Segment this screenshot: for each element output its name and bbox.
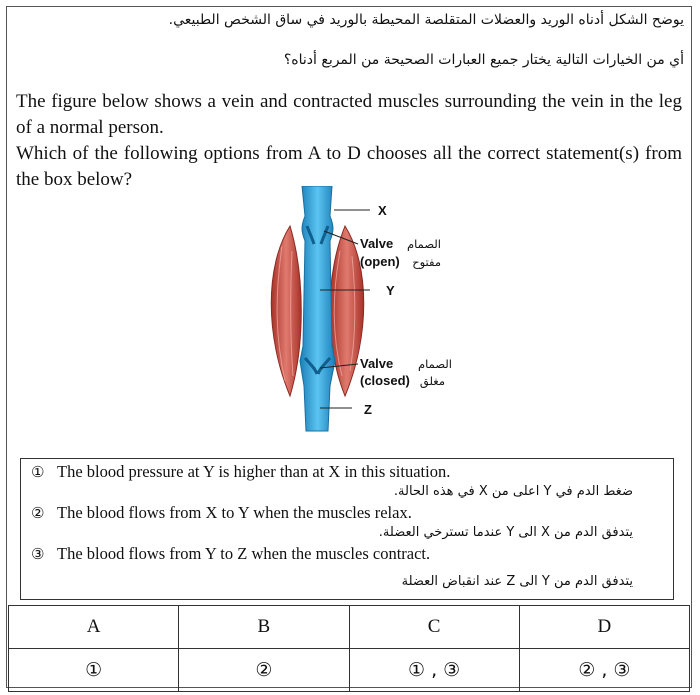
statement-2: [31, 503, 412, 523]
statement-2-text: The blood flows from X to Y when the muscles relax.: [57, 503, 412, 522]
valve-bottom-state-arabic: مغلق: [419, 374, 445, 388]
valve-top-arabic: الصمام: [407, 237, 441, 251]
valve-bottom-state: (closed): [360, 373, 410, 388]
statement-1-number: ①: [31, 463, 45, 481]
right-muscle: [330, 226, 364, 396]
statement-2-number: ②: [31, 504, 45, 522]
option-c-answer[interactable]: ① , ③: [349, 649, 519, 692]
valve-top-state: (open): [360, 254, 400, 269]
statement-3-number: ③: [31, 545, 45, 563]
valve-top-state-arabic: مفتوح: [412, 255, 441, 269]
option-a-header[interactable]: A: [9, 606, 179, 649]
left-muscle: [271, 226, 301, 396]
valve-bottom-label: Valve: [360, 356, 394, 371]
option-d-header[interactable]: D: [519, 606, 689, 649]
option-b-answer[interactable]: ②: [179, 649, 349, 692]
label-y: Y: [386, 283, 395, 298]
vein: [300, 186, 335, 431]
option-d-answer[interactable]: ② , ③: [519, 649, 689, 692]
statement-3: [31, 544, 430, 564]
statement-1-text: The blood pressure at Y is higher than at X in this situation.: [57, 462, 451, 481]
english-intro: The figure below shows a vein and contracted muscles surrounding the vein in the leg of a normal person.: [16, 91, 682, 138]
english-question: Which of the following options from A to D chooses all the correct statement(s) from the box below?: [16, 143, 682, 190]
vein-figure: [260, 186, 460, 436]
valve-top-label: Valve: [360, 236, 394, 251]
option-b-header[interactable]: B: [179, 606, 349, 649]
valve-bottom-arabic: الصمام: [418, 357, 452, 371]
label-z: Z: [364, 402, 372, 417]
statement-2-arabic: يتدفق الدم من X الى Y عندما تسترخي العضلة.: [378, 525, 633, 540]
arabic-question: أي من الخيارات التالية يختار جميع العبارات الصحيحة من المربع أدناه؟: [283, 52, 684, 68]
statement-3-text: The blood flows from Y to Z when the muscles contract.: [57, 544, 431, 563]
option-c-header[interactable]: C: [349, 606, 519, 649]
label-x: X: [378, 203, 387, 218]
statement-3-arabic: يتدفق الدم من Y الى Z عند انقباض العضلة: [401, 574, 633, 589]
statement-1-arabic: ضغط الدم في Y اعلى من X في هذه الحالة.: [393, 484, 633, 499]
options-table: [8, 605, 690, 692]
option-a-answer[interactable]: ①: [9, 649, 179, 692]
statements-box: [20, 458, 674, 600]
arabic-intro: يوضح الشكل أدناه الوريد والعضلات المتقلصة المحيطة بالوريد في ساق الشخص الطبيعي.: [168, 12, 684, 28]
statement-1: [31, 462, 450, 482]
